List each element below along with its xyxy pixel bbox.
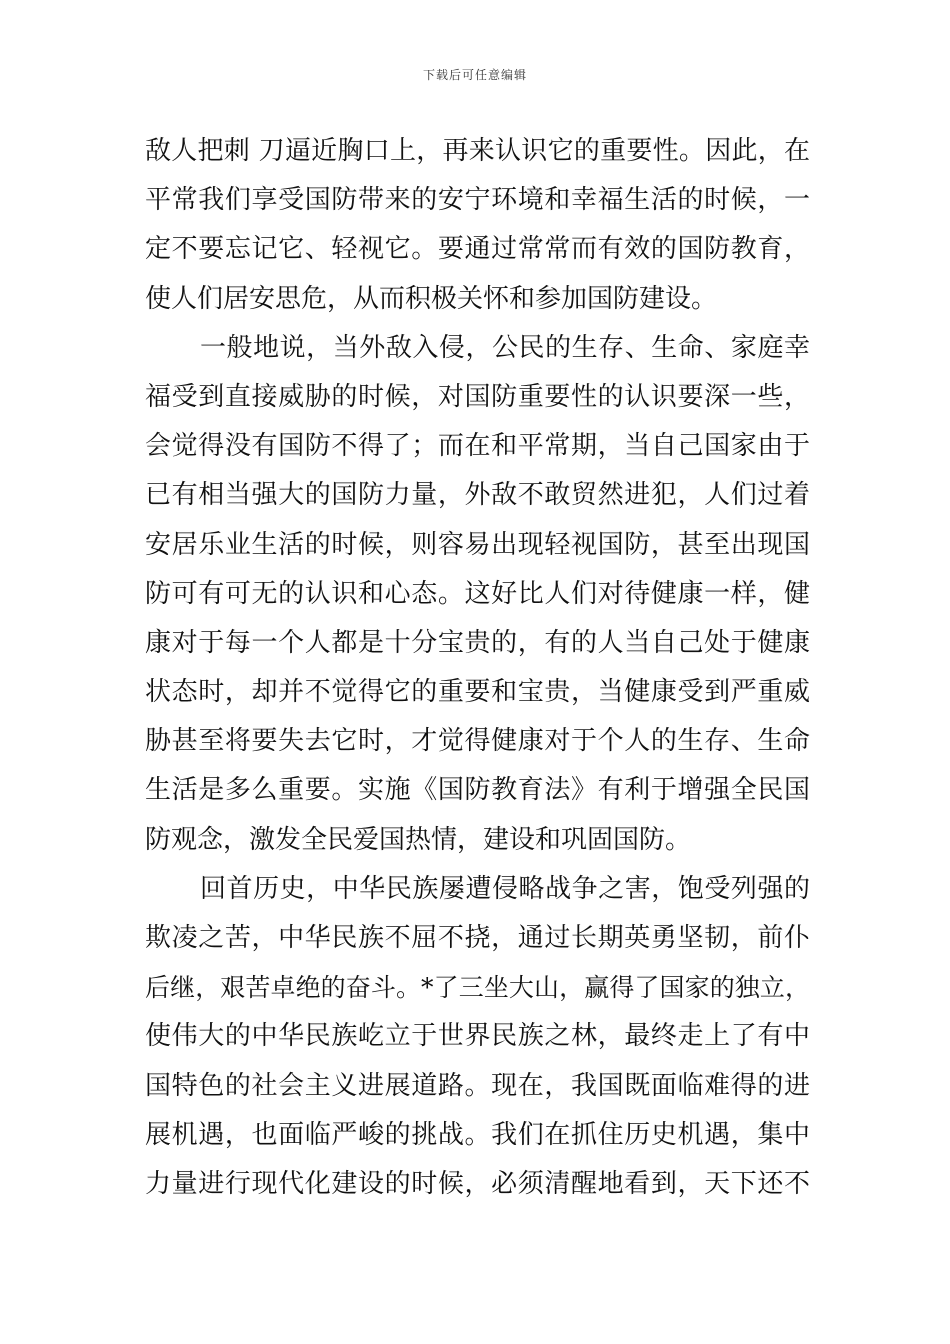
text-line: 状态时，却并不觉得它的重要和宝贵，当健康受到严重威 bbox=[145, 677, 810, 708]
text-line: 展机遇，也面临严峻的挑战。我们在抓住历史机遇，集中 bbox=[145, 1119, 810, 1150]
page-header: 下载后可任意编辑 bbox=[422, 68, 527, 82]
text-line: 福受到直接威胁的时候，对国防重要性的认识要深一些， bbox=[145, 381, 810, 412]
text-line: 康对于每一个人都是十分宝贵的，有的人当自己处于健康 bbox=[145, 627, 810, 658]
text-line: 后继，艰苦卓绝的奋斗。*了三坐大山，赢得了国家的独立， bbox=[145, 973, 810, 1003]
text-line: 已有相当强大的国防力量，外敌不敢贸然进犯，人们过着 bbox=[145, 480, 810, 511]
text-line: 生活是多么重要。实施《国防教育法》有利于增强全民国 bbox=[145, 775, 810, 806]
text-line: 使人们居安思危，从而积极关怀和参加国防建设。 bbox=[145, 283, 718, 314]
text-line: 使伟大的中华民族屹立于世界民族之林，最终走上了有中 bbox=[145, 1021, 810, 1052]
body-text bbox=[145, 127, 810, 1209]
text-line: 安居乐业生活的时候，则容易出现轻视国防，甚至出现国 bbox=[145, 529, 810, 560]
text-line: 平常我们享受国防带来的安宁环境和幸福生活的时候，一 bbox=[145, 185, 810, 216]
text-line: 国特色的社会主义进展道路。现在，我国既面临难得的进 bbox=[145, 1070, 810, 1101]
text-line: 防观念，激发全民爱国热情，建设和巩固国防。 bbox=[145, 824, 692, 855]
text-line: 会觉得没有国防不得了；而在和平常期，当自己国家由于 bbox=[145, 431, 810, 462]
text-line: 定不要忘记它、轻视它。要通过常常而有效的国防教育， bbox=[145, 234, 810, 265]
text-line: 胁甚至将要失去它时，才觉得健康对于个人的生存、生命 bbox=[145, 726, 810, 757]
text-line: 欺凌之苦，中华民族不屈不挠，通过长期英勇坚韧，前仆 bbox=[145, 923, 810, 953]
text-line: 一般地说，当外敌入侵，公民的生存、生命、家庭幸 bbox=[200, 332, 810, 363]
text-line: 力量进行现代化建设的时候，必须清醒地看到，天下还不 bbox=[145, 1168, 810, 1199]
text-line: 防可有可无的认识和心态。这好比人们对待健康一样，健 bbox=[145, 578, 810, 609]
text-line: 敌人把刺 刀逼近胸口上，再来认识它的重要性。因此，在 bbox=[145, 136, 810, 166]
text-line: 回首历史，中华民族屡遭侵略战争之害，饱受列强的 bbox=[200, 873, 810, 904]
